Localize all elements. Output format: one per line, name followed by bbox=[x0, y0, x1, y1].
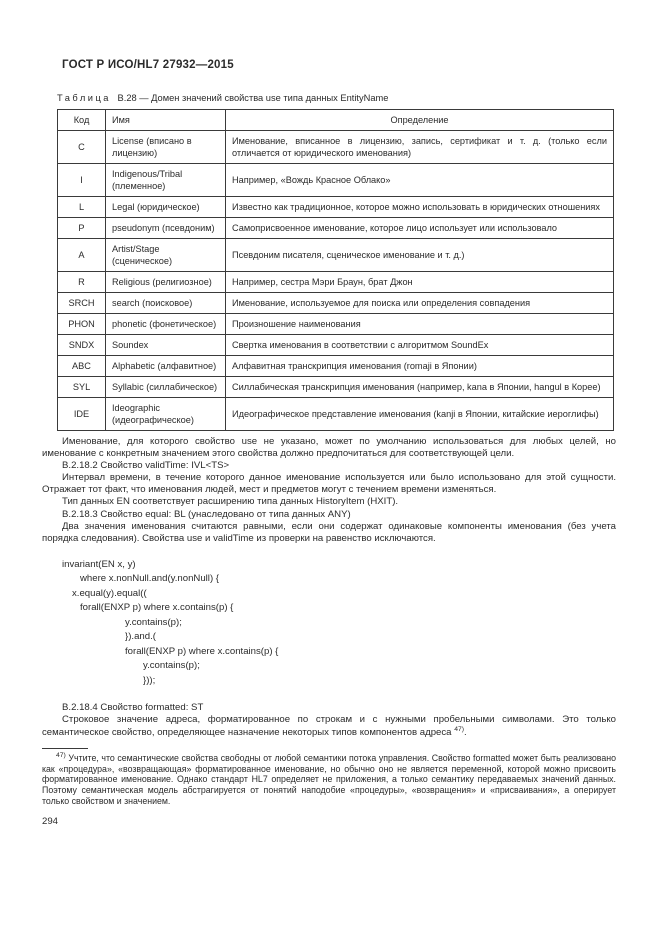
table-header-row bbox=[58, 110, 614, 131]
paragraph-use-default: Именование, для которого свойство use не указано, может по умолчанию использоваться для любых целей, но именование с конкретным значением этого свойства должно предпочитаться для соответствующей цели. bbox=[42, 436, 616, 460]
body-text-formatted bbox=[42, 702, 616, 738]
cell-code: SRCH bbox=[58, 293, 106, 314]
paragraph-formatted-text: Строковое значение адреса, форматированное по строкам и с нужными пробельными символами. Это только семантическое свойство, определяющее назначение некоторых типов компонентов адреса bbox=[42, 714, 616, 738]
cell-definition: Именование, вписанное в лицензию, запись, сертификат и т. д. (только если отличается от юридического именования) bbox=[226, 131, 614, 164]
heading-validtime: В.2.18.2 Свойство validTime: IVL<TS> bbox=[62, 460, 230, 472]
cell-name: phonetic (фонетическое) bbox=[106, 314, 226, 335]
cell-code: I bbox=[58, 164, 106, 197]
table-caption-label: Таблица bbox=[57, 93, 111, 103]
table-caption-text: В.28 — Домен значений свойства use типа данных EntityName bbox=[117, 93, 389, 103]
code-line: })); bbox=[143, 674, 156, 686]
cell-code: C bbox=[58, 131, 106, 164]
cell-code: P bbox=[58, 218, 106, 239]
code-line: }).and.( bbox=[125, 631, 156, 643]
table-row bbox=[58, 293, 614, 314]
paragraph-equal: Два значения именования считаются равными, если они содержат одинаковые компоненты именования (без учета порядка следования). Свойства use и validTime из проверки на равенство исключаются. bbox=[42, 520, 616, 544]
cell-name: Alphabetic (алфавитное) bbox=[106, 356, 226, 377]
table-row bbox=[58, 164, 614, 197]
code-line: y.contains(p); bbox=[125, 616, 182, 628]
cell-definition: Идеографическое представление именования (kanji в Японии, китайские иероглифы) bbox=[226, 398, 614, 431]
column-header-definition: Определение bbox=[226, 110, 614, 131]
table-row bbox=[58, 377, 614, 398]
cell-name: Religious (религиозное) bbox=[106, 272, 226, 293]
table-row bbox=[58, 356, 614, 377]
invariant-code-block bbox=[42, 558, 616, 689]
code-line: forall(ENXP p) where x.contains(p) { bbox=[125, 645, 279, 657]
cell-definition: Именование, используемое для поиска или определения совпадения bbox=[226, 293, 614, 314]
table-row bbox=[58, 197, 614, 218]
paragraph-en-type: Тип данных EN соответствует расширению типа данных HistoryItem (HXIT). bbox=[62, 496, 399, 508]
cell-code: L bbox=[58, 197, 106, 218]
cell-definition: Силлабическая транскрипция именования (например, kana в Японии, hangul в Корее) bbox=[226, 377, 614, 398]
cell-name: Indigenous/Tribal (племенное) bbox=[106, 164, 226, 197]
cell-definition: Известно как традиционное, которое можно использовать в юридических отношениях bbox=[226, 197, 614, 218]
code-line: x.equal(y).equal(( bbox=[72, 587, 147, 599]
heading-formatted: В.2.18.4 Свойство formatted: ST bbox=[62, 702, 204, 714]
cell-name: Legal (юридическое) bbox=[106, 197, 226, 218]
paragraph-interval: Интервал времени, в течение которого данное именование используется или было использовано для этой сущности. Отражает тот факт, что именования людей, мест и предметов могут с течением времени изменяться. bbox=[42, 472, 616, 496]
cell-name: Syllabic (силлабическое) bbox=[106, 377, 226, 398]
body-text bbox=[42, 436, 616, 545]
entityname-use-table bbox=[57, 109, 614, 431]
table-caption bbox=[57, 93, 616, 103]
footnote-text: Учтите, что семантические свойства свободны от любой семантики потока управления. Свойство formatted может быть реализовано как «процедура», «возвращающая» форматированное именование, но обычно оно не является переменной, которой можно присвоить форматированное именование. Однако стандарт HL7 определяет не приложения, а только семантику передаваемых значений данных. Поэтому семантическая модель абстрагируется от понятий наподобие «процедуры», «возвращения» и «присваивания», а оперирует только свойством и значением. bbox=[42, 752, 616, 807]
cell-definition: Свертка именования в соответствии с алгоритмом SoundEx bbox=[226, 335, 614, 356]
cell-code: A bbox=[58, 239, 106, 272]
cell-definition: Псевдоним писателя, сценическое именование и т. д.) bbox=[226, 239, 614, 272]
cell-code: IDE bbox=[58, 398, 106, 431]
cell-name: Soundex bbox=[106, 335, 226, 356]
table-row bbox=[58, 398, 614, 431]
cell-code: ABC bbox=[58, 356, 106, 377]
table-row bbox=[58, 218, 614, 239]
column-header-name: Имя bbox=[106, 110, 226, 131]
code-line: forall(ENXP p) where x.contains(p) { bbox=[80, 602, 234, 614]
footnote-marker: 47) bbox=[56, 751, 66, 759]
cell-name: License (вписано в лицензию) bbox=[106, 131, 226, 164]
heading-equal: В.2.18.3 Свойство equal: BL (унаследовано от типа данных ANY) bbox=[62, 508, 351, 520]
cell-code: SYL bbox=[58, 377, 106, 398]
cell-definition: Самоприсвоенное именование, которое лицо использует или использовало bbox=[226, 218, 614, 239]
code-line: y.contains(p); bbox=[143, 660, 200, 672]
paragraph-formatted bbox=[42, 714, 616, 738]
table-row bbox=[58, 272, 614, 293]
cell-definition: Например, «Вождь Красное Облако» bbox=[226, 164, 614, 197]
code-line: where x.nonNull.and(y.nonNull) { bbox=[80, 573, 220, 585]
cell-name: search (поисковое) bbox=[106, 293, 226, 314]
footnote-separator bbox=[42, 748, 88, 749]
footnote bbox=[42, 753, 616, 808]
cell-code: SNDX bbox=[58, 335, 106, 356]
document-header: ГОСТ Р ИСО/HL7 27932—2015 bbox=[62, 59, 234, 71]
table-row bbox=[58, 314, 614, 335]
paragraph-formatted-end: . bbox=[464, 726, 467, 738]
page-number: 294 bbox=[42, 815, 59, 827]
cell-code: PHON bbox=[58, 314, 106, 335]
table-row bbox=[58, 131, 614, 164]
cell-definition: Алфавитная транскрипция именования (romaji в Японии) bbox=[226, 356, 614, 377]
footnote-reference: 47) bbox=[454, 725, 465, 733]
cell-definition: Произношение наименования bbox=[226, 314, 614, 335]
table-row bbox=[58, 239, 614, 272]
cell-code: R bbox=[58, 272, 106, 293]
cell-name: Ideographic (идеографическое) bbox=[106, 398, 226, 431]
code-line: invariant(EN x, y) bbox=[62, 558, 136, 570]
cell-name: Artist/Stage (сценическое) bbox=[106, 239, 226, 272]
column-header-code: Код bbox=[58, 110, 106, 131]
table-row bbox=[58, 335, 614, 356]
cell-name: pseudonym (псевдоним) bbox=[106, 218, 226, 239]
cell-definition: Например, сестра Мэри Браун, брат Джон bbox=[226, 272, 614, 293]
